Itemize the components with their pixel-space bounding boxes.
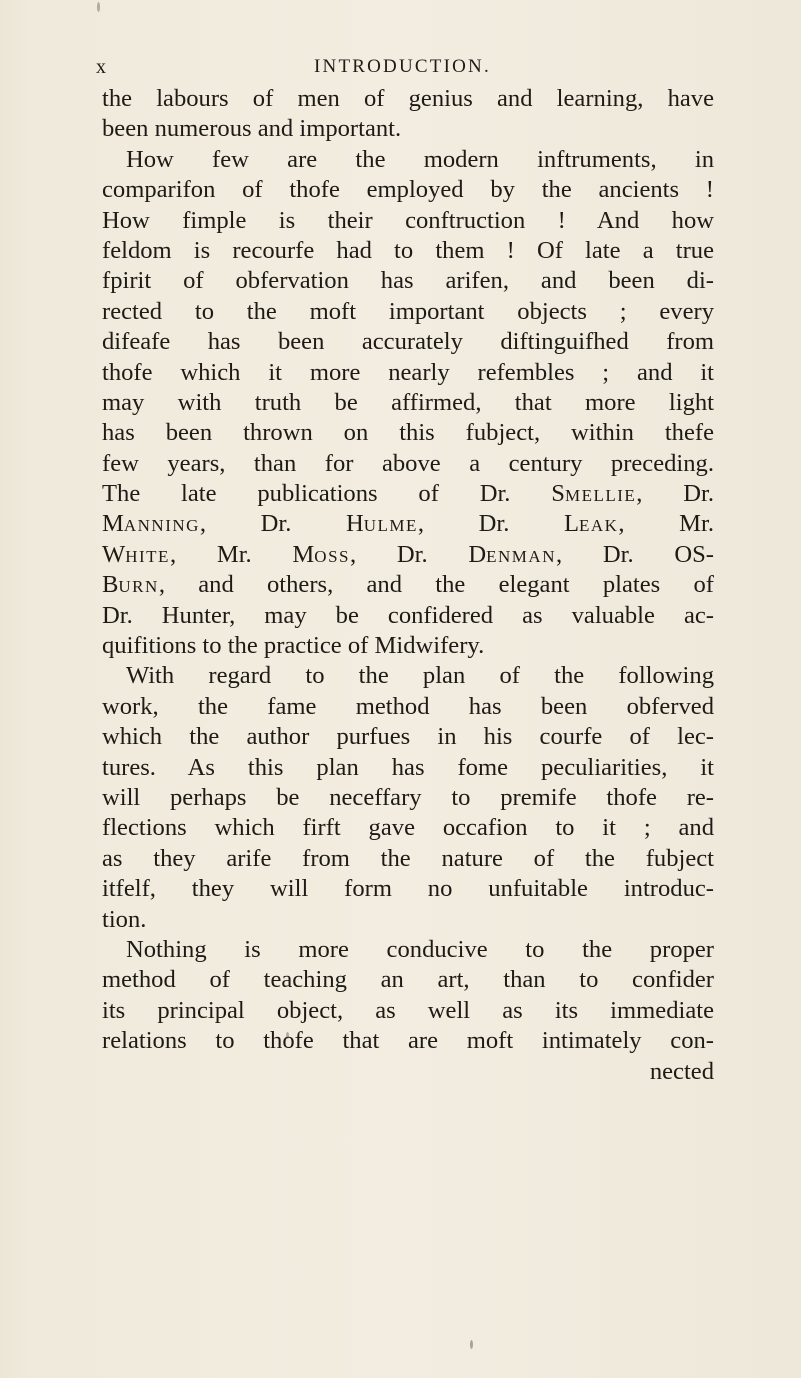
text-line: thofe which it more nearly refembles ; and it (102, 358, 714, 386)
text-line: has been thrown on this fubject, within thefe (102, 419, 714, 447)
page-folio: x (96, 56, 107, 78)
text-line: rected to the moft important objects ; every (102, 297, 714, 325)
text-line: been numerous and important. (102, 115, 402, 143)
text-line: Dr. Hunter, may be confidered as valuable ac- (102, 601, 714, 629)
text-line: its principal object, as well as its immediate (102, 996, 714, 1024)
ink-speck (97, 2, 100, 12)
text-line: work, the fame method has been obferved (102, 692, 714, 720)
text-line: method of teaching an art, than to confider (102, 966, 714, 994)
ink-speck (286, 1032, 289, 1039)
text-line: Burn, and others, and the elegant plates of (102, 571, 714, 599)
text-line: may with truth be affirmed, that more light (102, 388, 714, 416)
running-head (96, 56, 716, 80)
text-line: as they arife from the nature of the fubject (102, 844, 714, 872)
text-line: Manning, Dr. Hulme, Dr. Leak, Mr. (102, 510, 714, 538)
text-line: relations to thofe that are moft intimately con- (102, 1027, 714, 1055)
ink-speck (470, 1340, 473, 1349)
text-line: How few are the modern inftruments, in (126, 145, 714, 173)
text-line: feldom is recourfe had to them ! Of late a true (102, 236, 714, 264)
text-line: quifitions to the practice of Midwifery. (102, 632, 485, 660)
catchword: nected (649, 1057, 714, 1085)
text-line: flections which firft gave occafion to it ; and (102, 814, 714, 842)
text-line: White, Mr. Moss, Dr. Denman, Dr. OS- (102, 540, 714, 568)
text-line: which the author purfues in his courfe of lec- (102, 723, 714, 751)
text-line: tures. As this plan has fome peculiarities, it (102, 753, 714, 781)
text-line: few years, than for above a century preceding. (102, 449, 714, 477)
text-line: How fimple is their conftruction ! And how (102, 206, 714, 234)
running-head-title: INTRODUCTION. (314, 56, 491, 77)
text-line: comparifon of thofe employed by the ancients ! (102, 176, 714, 204)
text-line: difeafe has been accurately diftinguifhed from (102, 328, 714, 356)
text-line: the labours of men of genius and learning, have (102, 85, 714, 112)
text-line: will perhaps be neceffary to premife thofe re- (102, 783, 714, 811)
text-line: Nothing is more conducive to the proper (126, 935, 714, 963)
text-line: With regard to the plan of the following (126, 662, 714, 690)
text-line: The late publications of Dr. Smellie, Dr. (102, 480, 714, 508)
text-line: tion. (102, 905, 147, 933)
text-line: itfelf, they will form no unfuitable introduc- (102, 875, 714, 903)
body-text (102, 84, 714, 1087)
text-line: fpirit of obfervation has arifen, and been di- (102, 267, 714, 295)
